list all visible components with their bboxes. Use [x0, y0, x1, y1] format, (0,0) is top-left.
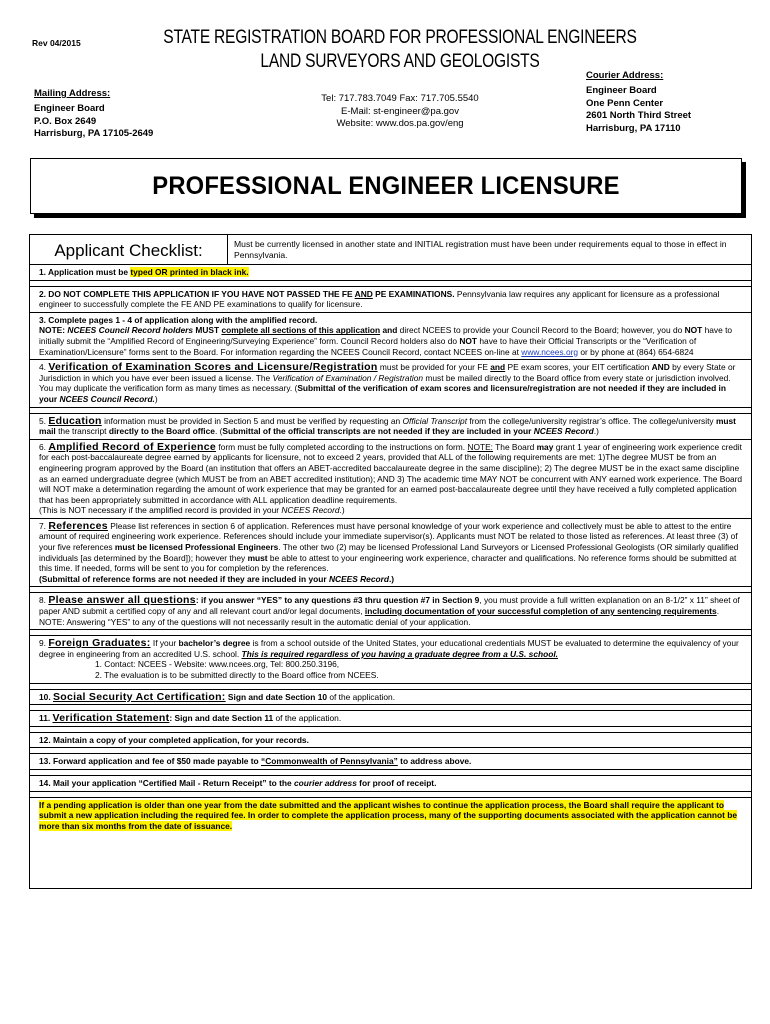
contact-email: E-Mail: st-engineer@pa.gov: [341, 105, 459, 117]
item-text: must be licensed Professional Engineers: [114, 542, 279, 553]
courier-line: One Penn Center: [586, 97, 664, 109]
item-text: (Submittal of reference forms are not needed if they are included in your: [39, 573, 329, 584]
checklist-item-14: [30, 776, 751, 792]
item-text: : Sign and date Section 11: [169, 713, 274, 724]
item-text: Official Transcript: [402, 415, 468, 426]
item-text: by every State or Jurisdiction in which you have ever been issued a license. The: [39, 362, 736, 383]
item-heading: Social Security Act Certification:: [52, 690, 226, 703]
checklist-item-9: [30, 636, 751, 683]
courier-line: Engineer Board: [586, 85, 657, 96]
sub-item: 2. The evaluation is to be submitted directly to the Board office from NCEES.: [95, 670, 379, 680]
applicant-checklist: [29, 234, 752, 889]
item-text: NOT: [684, 325, 703, 336]
item-text: Sign and date Section 10: [225, 691, 328, 702]
contact-tel: Tel: 717.783.7049 Fax: 717.705.5540: [321, 93, 479, 104]
item-text: NOTE:: [39, 325, 68, 336]
item-text: 1. Application must be: [39, 267, 131, 277]
courier-line: 2601 North Third Street: [586, 110, 692, 121]
item-heading: Foreign Graduates:: [48, 637, 151, 650]
item-text: 5.: [39, 415, 49, 426]
item-heading: Amplified Record of Experience: [48, 440, 217, 453]
item-text: must be mailed directly to the Board office from every state or jurisdiction involved. You may duplicate the verification form as many times as necessary. (: [39, 372, 731, 394]
item-text: have to have their Official Transcripts or the “Verification of Examination/Licensure” forms sent to the Board. For information regarding the NCEES Council Record, contact NCEES on-line at: [39, 335, 697, 357]
item-text: and: [490, 362, 506, 373]
item-text: Please list references in section 6 of application. References must have personal knowledge of your work experience and collectively must be able to attest to the entire amount of required engineering work experience. References should include your immediate supervisor(s). Applicants must NOT be related to those listed as references. At least three (3) of your five references: [39, 520, 738, 553]
board-title: [154, 26, 646, 74]
item-text: the transcript: [55, 426, 109, 437]
checklist-header: [30, 235, 751, 265]
item-text: information must be provided in Section 5 and must be verified by requesting an: [101, 415, 403, 426]
checklist-item-11: [30, 711, 751, 727]
item-text: Verification of Examination / Registration: [272, 372, 424, 383]
item-text: 2. DO NOT COMPLETE THIS APPLICATION IF YOU HAVE NOT PASSED THE FE: [39, 288, 355, 299]
item-text: (This is NOT necessary if the amplified record is provided in your: [39, 505, 282, 516]
board-title-line1: STATE REGISTRATION BOARD FOR PROFESSIONAL ENGINEERS: [163, 27, 637, 48]
checklist-note: Must be currently licensed in another state and INITIAL registration must have been under requirements equal to those in effect in Pennsylvania.: [234, 239, 727, 260]
contact-website: Website: www.dos.pa.gov/eng: [336, 118, 464, 129]
item-text: Pennsylvania law requires any applicant for licensure as a professional engineer to successfully complete the FE AND PE examinations to qualify for licensure.: [39, 288, 720, 310]
item-highlight: typed OR printed in black ink.: [130, 267, 249, 277]
item-text: The Board: [493, 441, 537, 452]
item-text: If your: [150, 638, 179, 649]
item-text: including documentation of your successful completion of any sentencing requirements: [364, 606, 717, 617]
checklist-item-5: [30, 414, 751, 440]
item-text: directly to the Board office: [108, 426, 215, 437]
item-text: is from a school outside of the United States, your educational credentials MUST be evaluated to determine the equivalency of your degree in engineering from an accredited U.S. school.: [39, 638, 739, 659]
sub-item: 1. Contact: NCEES - Website: www.ncees.org, Tel: 800.250.3196,: [95, 659, 340, 670]
item-text: NCEES Council Record holders: [67, 325, 194, 336]
item-heading: References: [48, 519, 108, 532]
item-text: NCEES Record: [533, 426, 594, 437]
item-text: Submittal of the verification of exam scores and licensure/registration are not needed if they are included in your: [39, 383, 726, 404]
checklist-item-3: [30, 313, 751, 360]
item-text: 3. Complete pages 1 - 4 of application along with the amplified record.: [39, 314, 318, 325]
item-text: direct NCEES to provide your Council Record to the Board; however, you do: [397, 325, 685, 336]
item-text: PE EXAMINATIONS.: [372, 288, 455, 299]
item-text: . The other two (2) may be licensed Professional Land Surveyors or Licensed Professional Geologists (OR similarly qualified individuals [as determined by the Board]); however they: [39, 542, 739, 563]
courier-address-label: Courier Address:: [586, 70, 664, 81]
item-text: AND: [354, 288, 373, 299]
item-text: ): [154, 393, 158, 404]
item-text: NOTE:: [467, 441, 493, 452]
mailing-address-label: Mailing Address:: [34, 88, 111, 99]
item-text: 13. Forward application and fee of $50 made payable to: [39, 756, 261, 767]
item-heading: Verification of Examination Scores and Licensure/Registration: [48, 361, 378, 374]
contact-info: [250, 93, 550, 131]
licensure-banner: [30, 158, 742, 214]
checklist-item-13: [30, 754, 751, 770]
item-text: .): [593, 426, 599, 437]
item-text: 7.: [39, 520, 49, 531]
item-text: . NOTE: Answering “YES” to any of the questions will not necessarily result in the automatic denial of your application.: [39, 606, 720, 627]
item-text: Submittal of the official transcripts are not needed if they are included in your: [222, 426, 534, 437]
item-text: MUST: [193, 325, 222, 336]
courier-address: [586, 85, 691, 135]
revision-date: Rev 04/2015: [32, 38, 81, 48]
ncees-link[interactable]: www.ncees.org: [521, 346, 579, 357]
item-text: grant 1 year of engineering work experience credit for each post-baccalaureate degree earned by applicants for licensure, not to exceed 2 years, provided that ALL of the following requirements are met: 1)The degree MUST be from an engineering program approved by the Board (an institution that offers an ABET-accredited baccalaureate degree in the same discipline); 2) The degree MUST be in the exact same discipline as an earned undergraduate degree (which MUST be from an ABET accredited institution); AND 3) The academic time MAY NOT be concurrent with ANY earned work experience. The Board will NOT make a determination regarding the amount of work experience that may be granted for an earned post-baccalaureate degree until they have received a fully completed application that has been appropriately submitted in accordance with ALL application deadline requirements.: [39, 441, 743, 505]
courier-line: Harrisburg, PA 17110: [586, 122, 681, 134]
item-text: AND: [651, 362, 670, 373]
item-text: NOT: [459, 335, 478, 346]
item-text: for proof of receipt.: [356, 777, 437, 788]
item-text: or by phone at (864) 654-6824: [578, 346, 694, 357]
item-text: 9.: [39, 638, 49, 649]
item-text: : if you answer “YES” to any questions #3 thru question #7 in Section 9: [195, 595, 480, 606]
checklist-item-4: [30, 360, 751, 407]
item-text: bachelor’s degree: [178, 638, 251, 649]
item-text: 6.: [39, 441, 49, 452]
checklist-title: Applicant Checklist:: [30, 235, 228, 264]
item-text: , you must provide a full written explanation on an 8-1/2” x 11” sheet of paper AND submit a certified copy of any and all relevant court and/or legal documents,: [39, 595, 740, 617]
item-text: of the application.: [327, 691, 396, 702]
mailing-address: [34, 103, 153, 141]
item-text: NCEES Record: [328, 573, 389, 584]
checklist-item-6: [30, 440, 751, 519]
item-text: of the application.: [273, 713, 342, 724]
item-text: 11.: [39, 713, 53, 724]
item-text: 4.: [39, 362, 49, 373]
board-title-line2: LAND SURVEYORS AND GEOLOGISTS: [260, 51, 540, 72]
item-text: “Commonwealth of Pennsylvania”: [261, 756, 398, 767]
checklist-item-7: [30, 519, 751, 588]
pending-application-notice: [30, 798, 751, 834]
item-text: must: [247, 552, 268, 563]
item-heading: Verification Statement: [52, 712, 170, 725]
item-text: NCEES Record: [281, 505, 340, 516]
item-text: 10.: [39, 691, 53, 702]
checklist-item-1: [30, 265, 751, 281]
item-text: have to initially submit the “Amplified Record of Engineering/Surveying Experience” form. Council Record holders also do: [39, 325, 733, 346]
item-text: and: [380, 325, 398, 336]
item-text: form must be fully completed according to the instructions on form.: [216, 441, 468, 452]
item-text: .): [388, 573, 395, 584]
item-text: . (: [214, 426, 223, 437]
item-text: .): [339, 505, 345, 516]
item-text: must mail: [39, 415, 736, 437]
item-text: be able to attest to your engineering work experience, character and qualifications. No reference forms should be submitted at this time. If needed, forms will be sent to you for completion by the references.: [39, 552, 737, 574]
item-text: 8.: [39, 595, 49, 606]
item-text: NCEES Council Record.: [59, 393, 155, 404]
checklist-item-2: [30, 287, 751, 313]
item-text: to address above.: [397, 756, 472, 767]
item-text: may: [536, 441, 554, 452]
banner-title: PROFESSIONAL ENGINEER LICENSURE: [152, 171, 620, 200]
item-text: from the college/university registrar’s office. The college/university: [467, 415, 716, 426]
item-heading: Please answer all questions: [48, 594, 196, 607]
item-text: 14. Mail your application “Certified Mail - Return Receipt” to the: [39, 777, 295, 788]
item-text: must be provided for your FE: [377, 362, 491, 373]
checklist-item-10: [30, 690, 751, 706]
item-text: complete all sections of this application: [221, 325, 381, 336]
checklist-item-12: 12. Maintain a copy of your completed application, for your records.: [30, 733, 751, 749]
checklist-item-8: [30, 593, 751, 630]
mailing-line: P.O. Box 2649: [34, 115, 97, 127]
item-text: This is required regardless of you having a graduate degree from a U.S. school.: [241, 648, 558, 659]
mailing-line: Harrisburg, PA 17105-2649: [34, 128, 154, 139]
notice-text: If a pending application is older than one year from the date submitted and the applicant wishes to continue the application process, the Board shall require the applicant to submit a new application including the required fee. In order to complete the application process, many of the supporting documents associated with the application cannot be more than six months from the date of issuance.: [39, 799, 738, 831]
mailing-line: Engineer Board: [34, 103, 105, 114]
item-text: PE exam scores, your EIT certification: [505, 362, 652, 373]
item-heading: Education: [48, 414, 102, 427]
item-text: courier address: [294, 777, 357, 788]
